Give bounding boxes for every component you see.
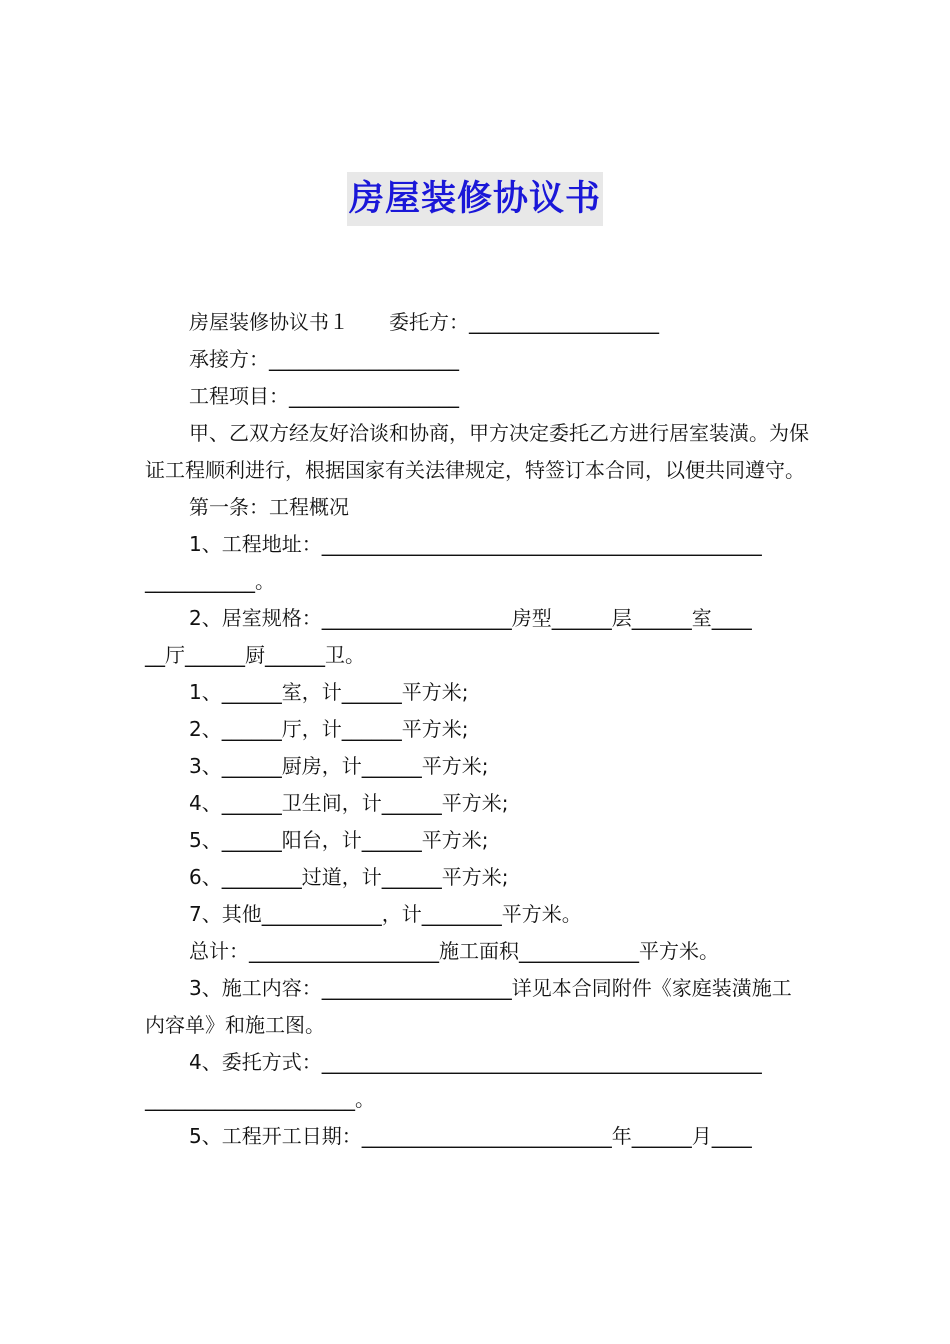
line-intro-paragraph: 甲、乙双方经友好洽谈和协商，甲方决定委托乙方进行居室装潢。为保证工程顺利进行，根据国家有关法律规定，特签订本合同，以便共同遵守。: [145, 421, 809, 482]
title-container: [0, 172, 950, 226]
line-start-date: 5、工程开工日期：_________________________年______月____: [189, 1124, 752, 1148]
line-hall: 2、______厅，计______平方米;: [189, 717, 469, 741]
line-total: 总计：___________________施工面积____________平方米。: [189, 939, 719, 963]
line-room: 1、______室，计______平方米;: [189, 680, 469, 704]
line-spec: 2、居室规格：___________________房型______层______室____: [189, 606, 752, 630]
line-kitchen: 3、______厨房，计______平方米;: [189, 754, 489, 778]
line-balcony: 5、______阳台，计______平方米;: [189, 828, 489, 852]
line-project: 工程项目：_________________: [189, 384, 459, 408]
line-bathroom: 4、______卫生间，计______平方米;: [189, 791, 509, 815]
line-other: 7、其他____________，计________平方米。: [189, 902, 582, 926]
line-article-one: 第一条：工程概况: [189, 495, 349, 519]
line-address-cont: ___________。: [145, 569, 275, 593]
line-corridor: 6、________过道，计______平方米;: [189, 865, 509, 889]
line-method: 4、委托方式：____________________________________________: [189, 1050, 762, 1074]
line-parties: 房屋装修协议书１ 委托方：___________________: [189, 310, 659, 334]
line-spec-cont: __厅______厨______卫。: [145, 643, 365, 667]
document-body: [145, 304, 810, 1155]
line-contractor: 承接方：___________________: [189, 347, 459, 371]
document-title: 房屋装修协议书: [347, 172, 603, 226]
line-method-cont: _____________________。: [145, 1087, 375, 1111]
line-content: 3、施工内容：___________________详见本合同附件《家庭装潢施工内容单》和施工图。: [145, 976, 792, 1037]
line-address: 1、工程地址：____________________________________________: [189, 532, 762, 556]
